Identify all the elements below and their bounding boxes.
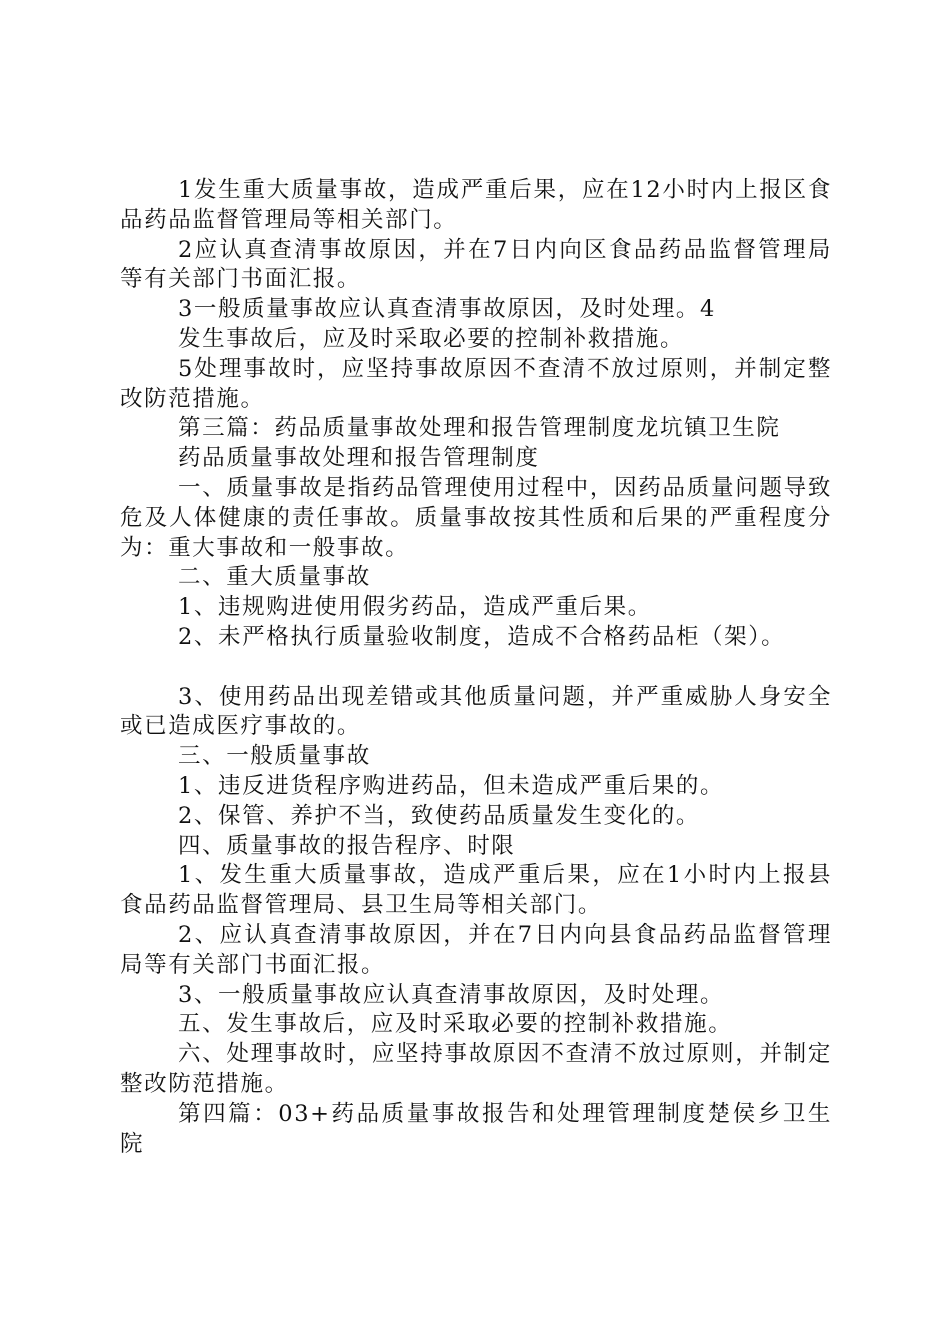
subheading: 二、重大质量事故 bbox=[178, 564, 371, 591]
section-heading: 第三篇：药品质量事故处理和报告管理制度龙坑镇卫生院 bbox=[178, 415, 781, 442]
blank-line bbox=[120, 653, 832, 683]
list-item: 2、应认真查清事故原因，并在7日内向县食品药品监督管理局等有关部门书面汇报。 bbox=[120, 921, 832, 978]
paragraph: 2应认真查清事故原因，并在7日内向区食品药品监督管理局等有关部门书面汇报。 bbox=[120, 236, 832, 293]
list-item: 1、发生重大质量事故，造成严重后果，应在1小时内上报县食品药品监督管理局、县卫生局等相关部门。 bbox=[120, 862, 832, 919]
list-item: 3、一般质量事故应认真查清事故原因，及时处理。 bbox=[178, 981, 725, 1008]
section-heading: 第四篇：03+药品质量事故报告和处理管理制度楚侯乡卫生院 bbox=[120, 1100, 832, 1157]
paragraph: 5处理事故时，应坚持事故原因不查清不放过原则，并制定整改防范措施。 bbox=[120, 355, 832, 412]
list-item: 1、违规购进使用假劣药品，造成严重后果。 bbox=[178, 594, 652, 621]
paragraph: 六、处理事故时，应坚持事故原因不查清不放过原则，并制定整改防范措施。 bbox=[120, 1041, 832, 1097]
list-item: 3、使用药品出现差错或其他质量问题，并严重威胁人身安全或已造成医疗事故的。 bbox=[120, 683, 832, 740]
paragraph: 一、质量事故是指药品管理使用过程中，因药品质量问题导致危及人体健康的责任事故。质量事故按其性质和后果的严重程度分为：重大事故和一般事故。 bbox=[120, 474, 832, 561]
paragraph: 发生事故后，应及时采取必要的控制补救措施。 bbox=[178, 325, 685, 352]
paragraph: 3一般质量事故应认真查清事故原因，及时处理。4 bbox=[178, 296, 716, 323]
subheading: 三、一般质量事故 bbox=[178, 743, 371, 770]
subheading: 四、质量事故的报告程序、时限 bbox=[178, 832, 516, 859]
list-item: 2、未严格执行质量验收制度，造成不合格药品柜（架）。 bbox=[178, 623, 786, 650]
list-item: 2、保管、养护不当，致使药品质量发生变化的。 bbox=[178, 802, 701, 829]
list-item: 1、违反进货程序购进药品，但未造成严重后果的。 bbox=[178, 772, 725, 799]
paragraph: 五、发生事故后，应及时采取必要的控制补救措施。 bbox=[178, 1011, 733, 1038]
document-body bbox=[120, 176, 832, 1159]
document-title: 药品质量事故处理和报告管理制度 bbox=[178, 445, 540, 472]
paragraph: 1发生重大质量事故，造成严重后果，应在12小时内上报区食品药品监督管理局等相关部门。 bbox=[120, 177, 832, 233]
